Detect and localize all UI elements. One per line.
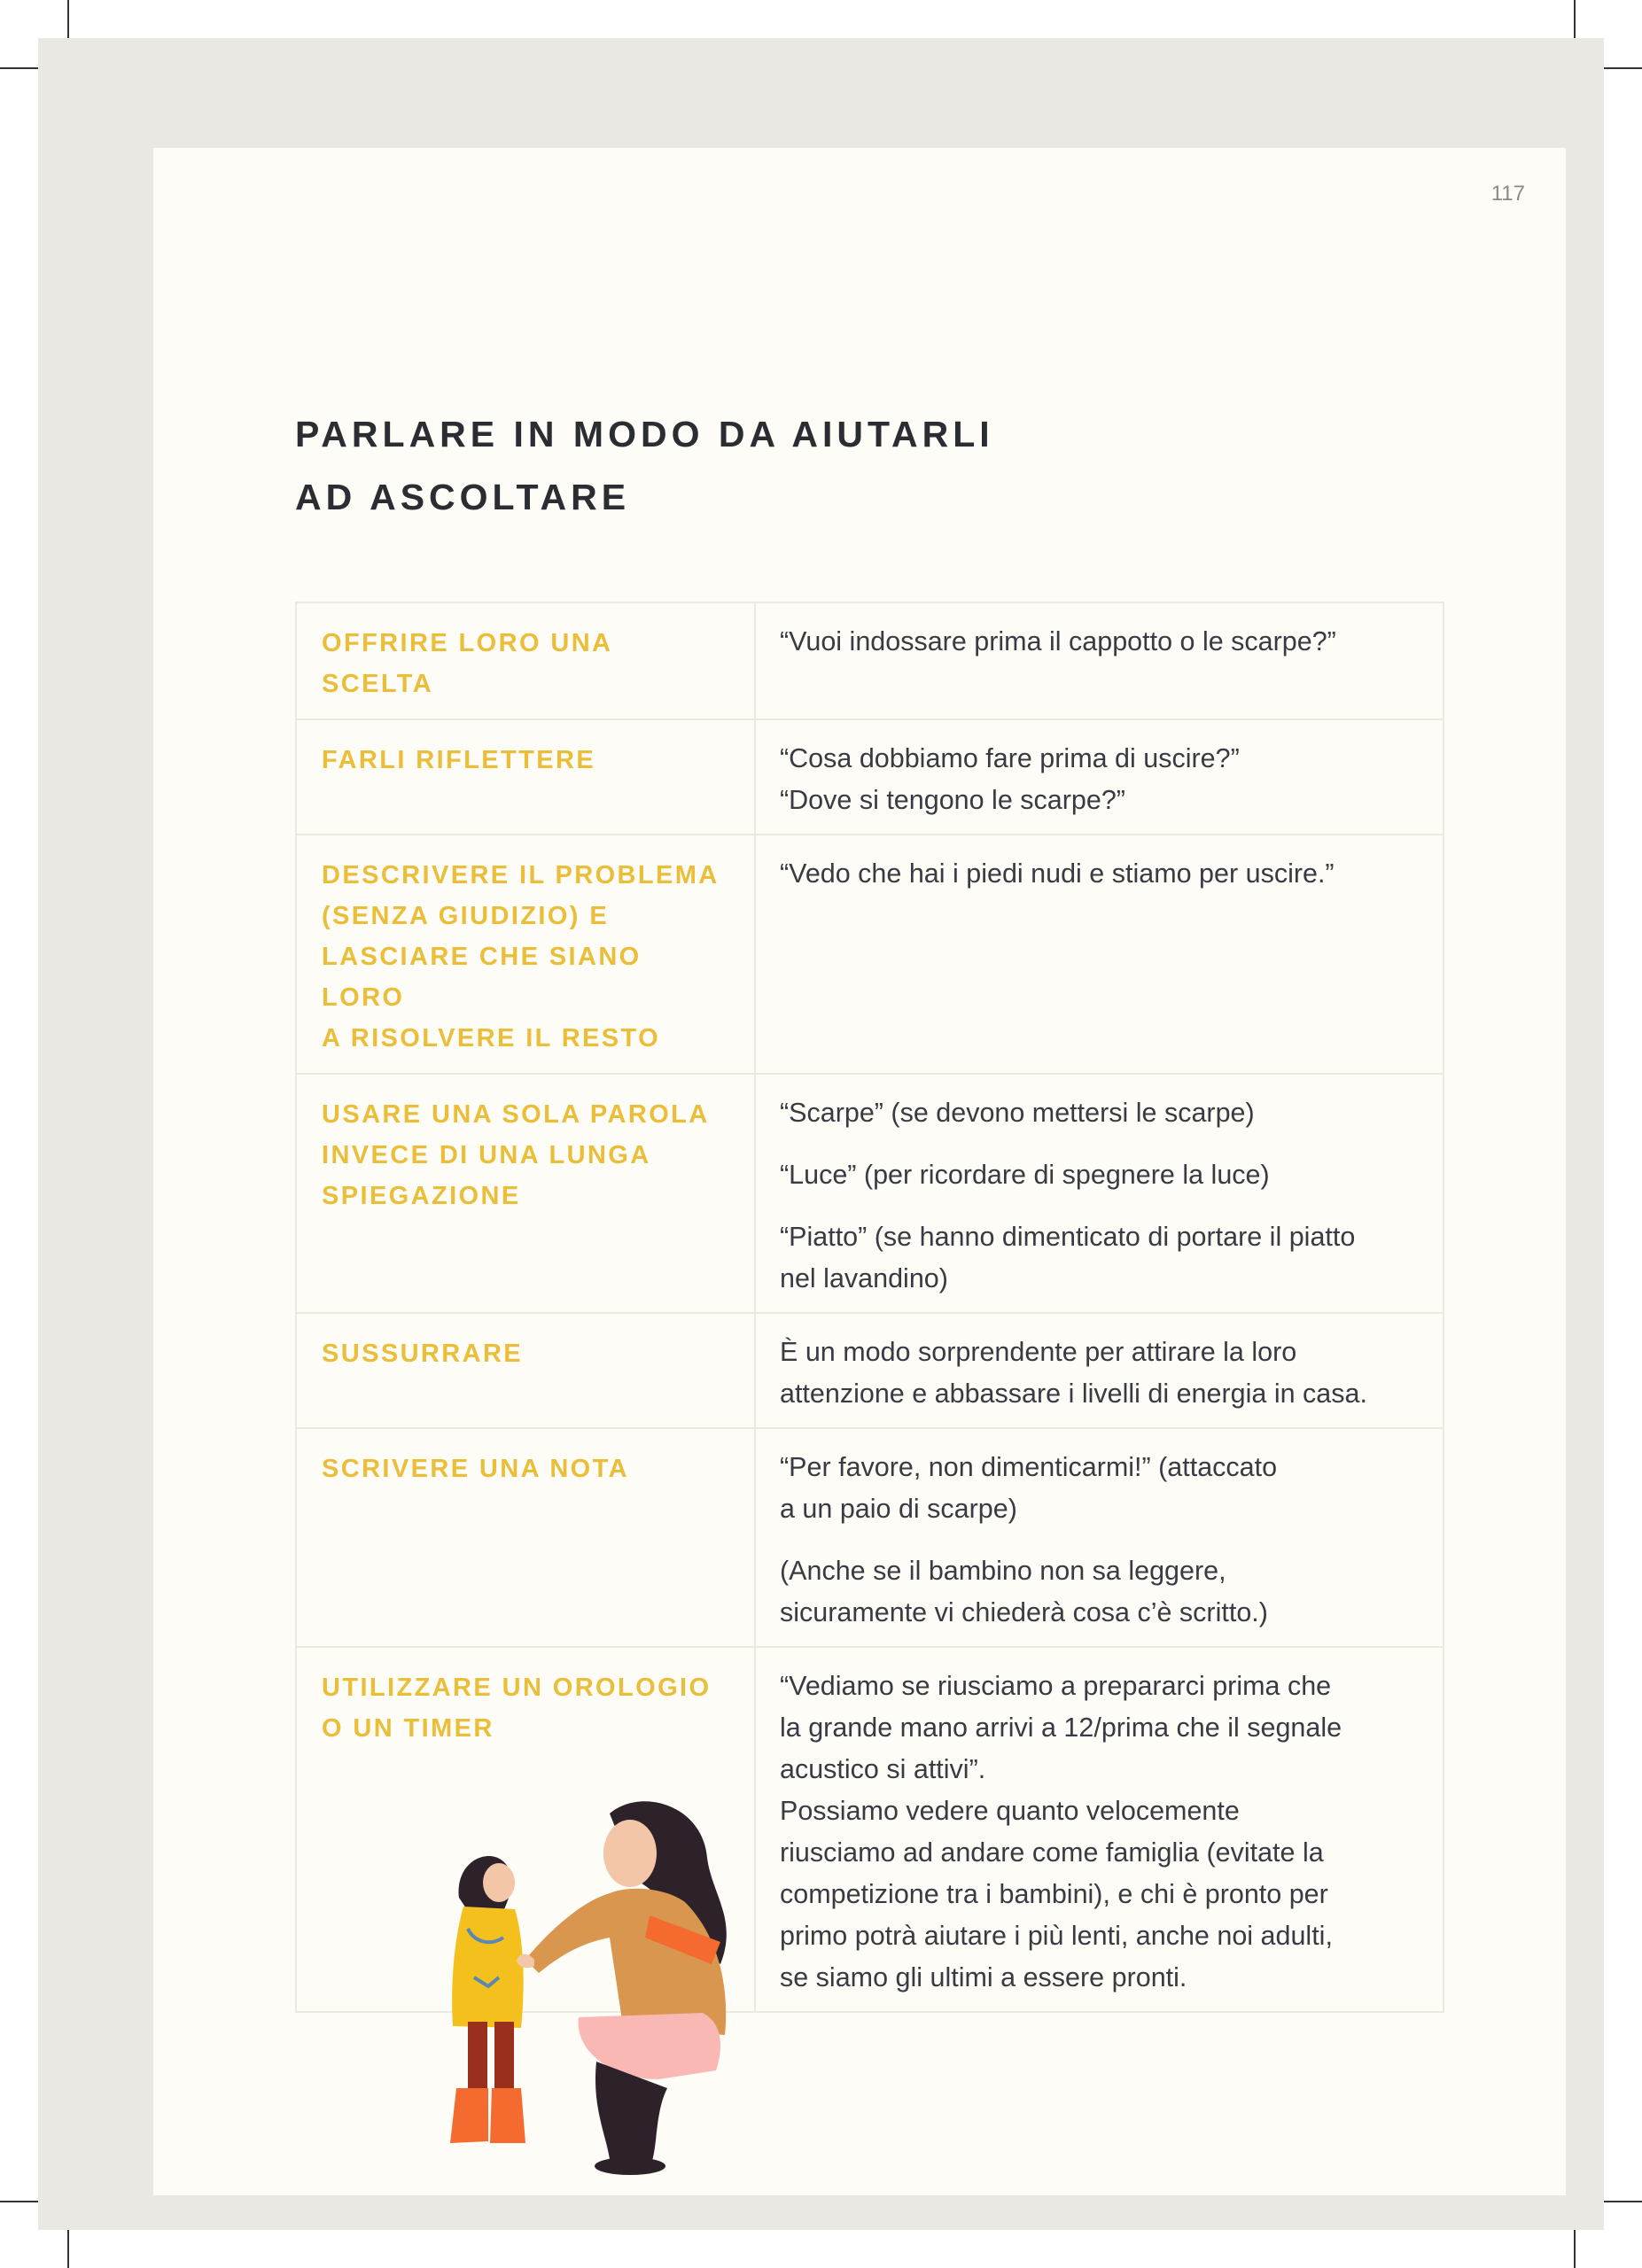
row-text: (Anche se il bambino non sa leggere, sicuramente vi chiederà cosa c’è scritto.) xyxy=(780,1556,1268,1627)
row-text: “Vedo che hai i piedi nudi e stiamo per uscire.” xyxy=(780,858,1335,889)
row-text: “Cosa dobbiamo fare prima di uscire?” “Dove si tengono le scarpe?” xyxy=(780,743,1240,815)
page xyxy=(153,148,1566,2195)
row-label: SCRIVERE UNA NOTA xyxy=(322,1455,629,1483)
crop-mark xyxy=(1598,2201,1642,2202)
child-figure xyxy=(450,1856,525,2143)
table-row xyxy=(295,835,1444,1075)
table-row xyxy=(295,603,1444,720)
label-cell xyxy=(297,835,756,1073)
row-text: “Luce” (per ricordare di spegnere la luce) xyxy=(780,1160,1270,1190)
page-number: 117 xyxy=(1490,182,1525,206)
text-cell xyxy=(756,720,1443,834)
row-text: “Piatto” (se hanno dimenticato di portare il piatto nel lavandino) xyxy=(780,1222,1356,1293)
label-cell xyxy=(297,1314,756,1427)
title-line-2: AD ASCOLTARE xyxy=(295,477,631,517)
crop-mark xyxy=(1598,67,1642,69)
label-cell xyxy=(297,720,756,834)
text-cell xyxy=(756,1314,1443,1427)
row-label: DESCRIVERE IL PROBLEMA (SENZA GIUDIZIO) E LASCIARE CHE SIANO LORO A RISOLVERE IL RESTO xyxy=(322,861,720,1052)
label-cell xyxy=(297,603,756,718)
title-line-1: PARLARE IN MODO DA AIUTARLI xyxy=(295,414,994,454)
table-row xyxy=(295,1075,1444,1314)
row-label: FARLI RIFLETTERE xyxy=(322,746,596,774)
page-margin xyxy=(38,38,1604,2230)
crop-mark xyxy=(1574,2224,1576,2268)
mother-and-child-illustration xyxy=(419,1796,844,2203)
row-label: OFFRIRE LORO UNA SCELTA xyxy=(322,629,612,698)
mother-figure xyxy=(517,1801,727,2175)
row-text: “Vediamo se riusciamo a prepararci prima che la grande mano arrivi a 12/prima che il segnale acustico si attivi”. Possiamo vedere quanto velocemente riusciamo ad andare come famiglia (evitate la competizione tra i bambini), e chi è pronto per primo potrà aiutare i più lenti, anche noi adulti, se siamo gli ultimi a essere pronti. xyxy=(780,1671,1342,1992)
label-cell xyxy=(297,1429,756,1646)
text-cell xyxy=(756,1075,1443,1312)
row-text: “Scarpe” (se devono mettersi le scarpe) xyxy=(780,1098,1255,1128)
table-row xyxy=(295,1314,1444,1429)
text-cell xyxy=(756,1648,1443,2011)
row-text: “Per favore, non dimenticarmi!” (attaccato a un paio di scarpe) xyxy=(780,1452,1278,1524)
row-label: USARE UNA SOLA PAROLA INVECE DI UNA LUNGA SPIEGAZIONE xyxy=(322,1100,710,1210)
row-text: È un modo sorprendente per attirare la loro attenzione e abbassare i livelli di energia in casa. xyxy=(780,1337,1367,1409)
crop-mark xyxy=(67,2224,69,2268)
text-cell xyxy=(756,1429,1443,1646)
text-cell xyxy=(756,603,1443,718)
row-text: “Vuoi indossare prima il cappotto o le scarpe?” xyxy=(780,626,1336,656)
row-label: UTILIZZARE UN OROLOGIO O UN TIMER xyxy=(322,1674,712,1743)
table-row xyxy=(295,720,1444,835)
text-cell xyxy=(756,835,1443,1073)
row-label: SUSSURRARE xyxy=(322,1340,524,1368)
label-cell xyxy=(297,1075,756,1312)
table-row xyxy=(295,1429,1444,1648)
page-title xyxy=(295,403,1093,529)
